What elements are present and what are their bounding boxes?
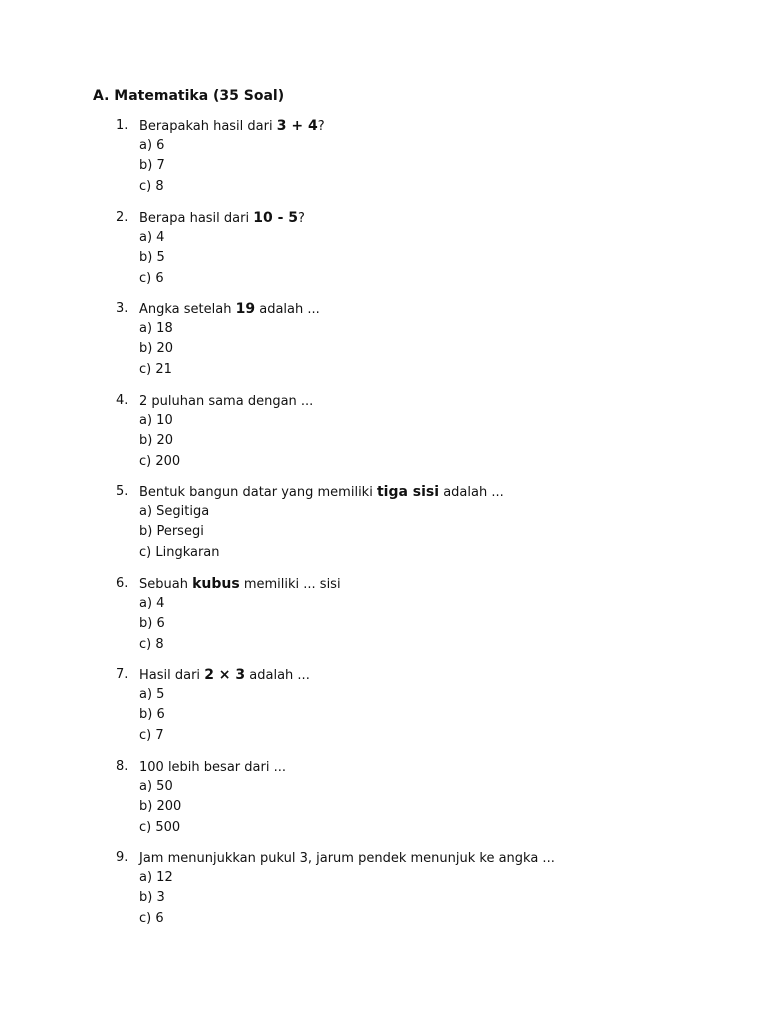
question-line: [0, 391, 768, 411]
answer-option: c) 8: [139, 178, 164, 194]
question-text: Berapakah hasil dari 3 + 4?: [139, 118, 325, 134]
answer-option: a) 6: [139, 138, 165, 153]
answer-option: c) 200: [139, 453, 181, 469]
question-7: [0, 665, 768, 746]
question-text: Angka setelah 19 adalah ...: [139, 301, 320, 317]
question-2: [0, 208, 768, 289]
answer-option: c) 8: [139, 636, 164, 652]
question-6: [0, 574, 768, 655]
answer-option: a) 4: [139, 230, 165, 245]
answer-option: a) 5: [139, 687, 165, 702]
question-3: [0, 299, 768, 380]
answer-option: b) 5: [139, 250, 165, 266]
answer-option: a) 12: [139, 870, 173, 885]
question-text: Berapa hasil dari 10 - 5?: [139, 210, 305, 226]
question-line: [0, 482, 768, 502]
answer-option: a) 4: [139, 596, 165, 611]
answer-option: c) Lingkaran: [139, 544, 220, 560]
question-5: [0, 482, 768, 563]
question-number: 4.: [116, 393, 129, 408]
question-emphasis: 3 + 4: [276, 118, 318, 134]
question-number: 5.: [116, 484, 129, 499]
answer-option: b) 6: [139, 616, 165, 632]
answer-option: b) 7: [139, 158, 165, 174]
question-number: 3.: [116, 301, 129, 316]
question-4: [0, 391, 768, 472]
question-line: [0, 116, 768, 136]
answer-option: a) 10: [139, 413, 173, 428]
answer-option: c) 500: [139, 819, 181, 835]
question-number: 6.: [116, 576, 129, 591]
question-number: 2.: [116, 210, 129, 225]
section-title: A. Matematika (35 Soal): [93, 88, 285, 104]
answer-option: c) 6: [139, 910, 164, 926]
question-emphasis: kubus: [192, 576, 240, 592]
answer-option: b) Persegi: [139, 524, 204, 540]
question-9: [0, 848, 768, 929]
question-number: 7.: [116, 667, 129, 682]
question-text: 100 lebih besar dari ...: [139, 760, 286, 775]
question-1: [0, 116, 768, 197]
question-text: Hasil dari 2 × 3 adalah ...: [139, 667, 310, 683]
question-line: [0, 574, 768, 594]
question-line: [0, 757, 768, 777]
question-emphasis: tiga sisi: [376, 484, 440, 500]
question-line: [0, 208, 768, 228]
question-emphasis: 2 × 3: [204, 667, 246, 683]
answer-option: a) Segitiga: [139, 504, 210, 519]
question-line: [0, 848, 768, 868]
question-number: 9.: [116, 850, 129, 865]
answer-option: b) 6: [139, 707, 165, 723]
answer-option: b) 200: [139, 799, 182, 815]
answer-option: b) 20: [139, 341, 173, 357]
question-emphasis: 10 - 5: [253, 210, 299, 226]
answer-option: c) 21: [139, 361, 172, 377]
answer-option: c) 6: [139, 270, 164, 286]
answer-option: b) 20: [139, 433, 173, 449]
question-text: Jam menunjukkan pukul 3, jarum pendek menunjuk ke angka ...: [139, 851, 555, 866]
question-line: [0, 299, 768, 319]
question-text: Bentuk bangun datar yang memiliki tiga sisi adalah ...: [139, 484, 504, 500]
question-text: Sebuah kubus memiliki ... sisi: [139, 576, 341, 592]
question-number: 1.: [116, 118, 129, 133]
question-number: 8.: [116, 759, 129, 774]
answer-option: a) 50: [139, 779, 173, 794]
question-emphasis: 19: [235, 301, 256, 317]
question-8: [0, 757, 768, 838]
question-line: [0, 665, 768, 685]
answer-option: a) 18: [139, 321, 173, 336]
answer-option: b) 3: [139, 890, 165, 906]
question-text: 2 puluhan sama dengan ...: [139, 394, 314, 409]
answer-option: c) 7: [139, 727, 164, 743]
